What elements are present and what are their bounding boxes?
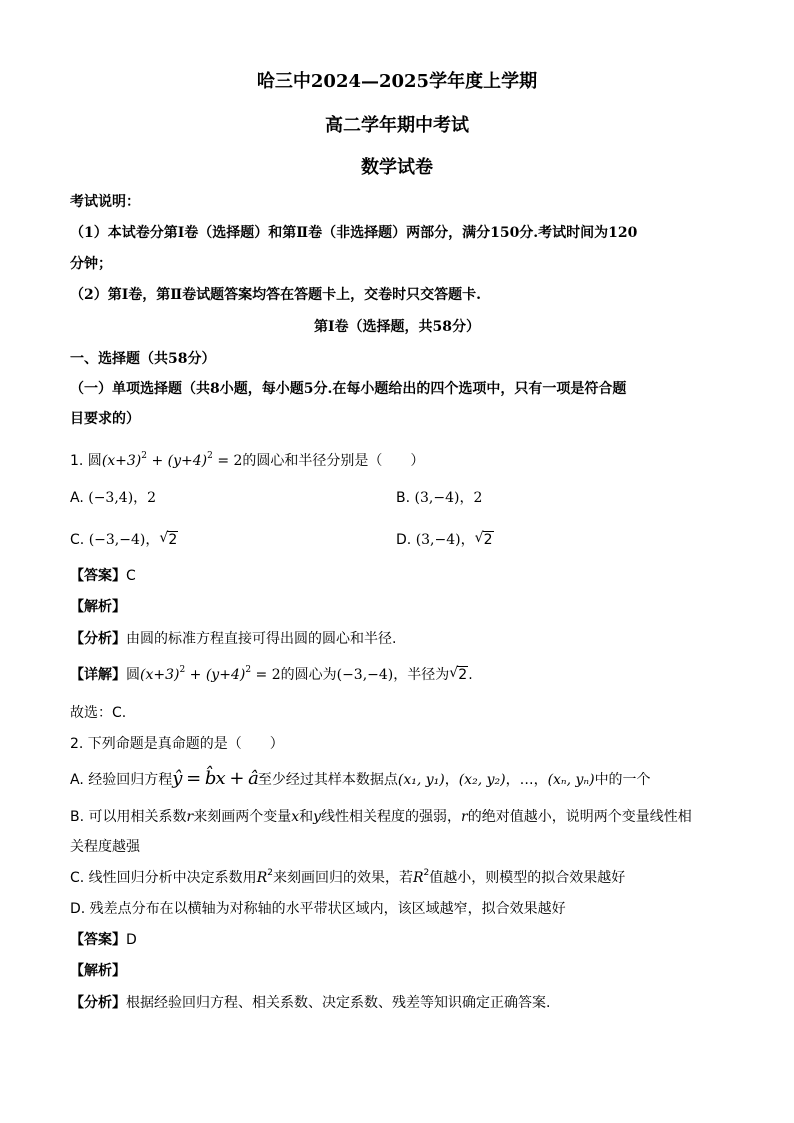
q2-option-b-r1: r (186, 809, 194, 825)
q1-option-a (70, 489, 156, 507)
q1-detail-row (70, 666, 473, 684)
q1-detail-mid: 的圆心为 (280, 667, 337, 683)
q2-option-b-text-d: 的绝对值越小，说明两个变量线性相 (467, 809, 692, 825)
section-heading: 一、选择题（共58分） (70, 351, 216, 367)
q1-detail-pre: 圆 (126, 667, 140, 683)
q1-option-b-point: (3,−4) (414, 490, 460, 506)
q2-option-a-formula: ŷ = b̂x + â (172, 768, 258, 789)
q1-stem-tail: 的圆心和半径分别是（ ） (242, 453, 425, 469)
exam-subtitle: 高二学年期中考试 (325, 115, 469, 136)
part1-heading: 第Ⅰ卷（选择题，共58分） (313, 319, 481, 335)
q1-fenxi-row (70, 630, 396, 648)
q2-option-c-R2: R (412, 870, 424, 886)
q1-detail-center: (−3,−4) (336, 667, 394, 683)
q2-fenxi-text: 根据经验回归方程、相关系数、决定系数、残差等知识确定正确答案. (126, 995, 551, 1011)
q2-option-c-text-b: 来刻画回归的效果，若 (272, 870, 413, 886)
q2-answer-row (70, 931, 137, 949)
q2-option-b-line2: 关程度越强 (70, 839, 140, 855)
q2-option-b-r2: r (461, 809, 468, 825)
q1-detail-radius: 2 (458, 667, 468, 683)
q1-detail-end: . (468, 667, 473, 683)
q2-fenxi-tag: 【分析】 (70, 995, 126, 1011)
q1-option-c-label: C. (70, 532, 85, 548)
q1-detail-eq-exp-x: 2 (179, 665, 186, 675)
q1-eq-rhs: = 2 (212, 453, 243, 469)
q1-answer-row (70, 567, 136, 585)
q1-number: 1. 圆 (70, 453, 102, 469)
q1-option-a-point: (−3,4) (88, 490, 134, 506)
q1-detail-post: ，半径为 (393, 667, 450, 683)
subsection-heading-line2: 目要求的） (70, 411, 140, 427)
q1-option-d-sqrt (475, 531, 494, 549)
q2-option-a-sep2: ， (505, 772, 520, 788)
q2-option-a-sep1: ， (444, 772, 459, 788)
q2-option-a-sep3: ， (533, 772, 548, 788)
q1-option-a-label: A. (70, 490, 84, 506)
q1-detail-eq-term-x: (x+3) (140, 667, 180, 683)
q2-option-d: D. 残差点分布在以横轴为对称轴的水平带状区域内，该区域越窄，拟合效果越好 (70, 901, 566, 917)
q1-option-a-radius: 2 (147, 490, 157, 506)
q2-option-a-mid: 至少经过其样本数据点 (257, 772, 398, 788)
q1-option-d-radius: 2 (483, 532, 493, 548)
q1-detail-equation (140, 667, 281, 683)
q1-eq-plus: + (147, 453, 168, 469)
q1-detail-eq-term-y: (y+4) (205, 667, 246, 683)
q1-option-b-sep: ， (459, 490, 474, 506)
q2-option-b-y: y (313, 809, 322, 825)
q1-detail-eq-plus: + (185, 667, 206, 683)
q1-answer-value: C (126, 568, 136, 584)
subsection-heading-line1: （一）单项选择题（共8小题，每小题5分.在每小题给出的四个选项中，只有一项是符合题 (70, 381, 627, 397)
q1-option-c (70, 531, 178, 549)
q2-option-c-text-a: C. 线性回归分析中决定系数用 (70, 870, 257, 886)
q1-option-c-radius: 2 (168, 532, 178, 548)
q1-detail-sqrt (449, 666, 468, 684)
q1-option-d (396, 531, 494, 549)
q1-option-c-sep: ， (145, 532, 160, 548)
q1-option-b-radius: 2 (473, 490, 483, 506)
q2-answer-value: D (126, 932, 137, 948)
q2-option-c-R1: R (256, 870, 268, 886)
q2-option-c-exp2: 2 (423, 868, 430, 878)
instruction-2: （2）第Ⅰ卷，第Ⅱ卷试题答案均答在答题卡上，交卷时只交答题卡. (70, 287, 481, 303)
instructions-heading: 考试说明： (70, 194, 140, 210)
q2-option-a-dots: … (519, 772, 534, 788)
q2-option-a-point2: (x₂, y₂) (458, 772, 506, 788)
q1-option-b-label: B. (396, 490, 411, 506)
instruction-1-line1: （1）本试卷分第Ⅰ卷（选择题）和第Ⅱ卷（非选择题）两部分，满分150分.考试时间为120 (70, 225, 638, 241)
q1-fenxi-tag: 【分析】 (70, 631, 126, 647)
q2-answer-tag: 【答案】 (70, 932, 126, 948)
q1-eq-term-y: (y+4) (167, 453, 208, 469)
exam-subject: 数学试卷 (361, 157, 433, 178)
q2-option-a-end: 中的一个 (594, 772, 651, 788)
q2-option-a-pointn: (xₙ, yₙ) (547, 772, 595, 788)
exam-title: 哈三中2024—2025学年度上学期 (256, 71, 538, 92)
q1-conclusion: 故选：C. (70, 705, 127, 721)
q1-option-d-sep: ， (460, 532, 475, 548)
instruction-1-line2: 分钟； (70, 256, 112, 272)
q1-equation (102, 453, 243, 469)
q1-detail-eq-exp-y: 2 (245, 665, 252, 675)
q2-option-c-exp1: 2 (267, 868, 273, 878)
q2-fenxi-row (70, 994, 550, 1012)
q2-option-c (70, 869, 625, 887)
q2-option-b-and: 和 (299, 809, 314, 825)
q2-option-c-text-c: 值越小，则模型的拟合效果越好 (429, 870, 626, 886)
q1-detail-eq-rhs: = 2 (251, 667, 281, 683)
q2-option-b-text-c: 线性相关程度的强弱， (321, 809, 462, 825)
q2-option-b-x: x (291, 809, 300, 825)
q1-option-a-sep: ， (133, 490, 148, 506)
q2-option-b-text-b: 来刻画两个变量 (193, 809, 292, 825)
q1-option-c-sqrt (159, 531, 178, 549)
q2-option-b-line1 (70, 808, 692, 826)
q2-option-a-point1: (x₁, y₁) (397, 772, 445, 788)
q2-stem: 2. 下列命题是真命题的是（ ） (70, 736, 284, 752)
q1-eq-term-x: (x+3) (101, 453, 142, 469)
q2-option-a (70, 770, 651, 789)
q1-detail-tag: 【详解】 (70, 667, 126, 683)
q1-option-c-point: (−3,−4) (88, 532, 146, 548)
q1-stem (70, 452, 424, 470)
q2-analysis-tag: 【解析】 (70, 963, 126, 979)
q1-option-b (396, 489, 482, 507)
q2-option-a-pre: A. 经验回归方程 (70, 772, 173, 788)
q1-eq-exp-x: 2 (141, 451, 148, 461)
q1-answer-tag: 【答案】 (70, 568, 126, 584)
q1-option-d-label: D. (396, 532, 412, 548)
q1-option-d-point: (3,−4) (415, 532, 461, 548)
q1-analysis-tag: 【解析】 (70, 599, 126, 615)
q1-fenxi-text: 由圆的标准方程直接可得出圆的圆心和半径. (126, 631, 397, 647)
q1-eq-exp-y: 2 (207, 451, 213, 461)
q2-option-b-text-a: B. 可以用相关系数 (70, 809, 187, 825)
